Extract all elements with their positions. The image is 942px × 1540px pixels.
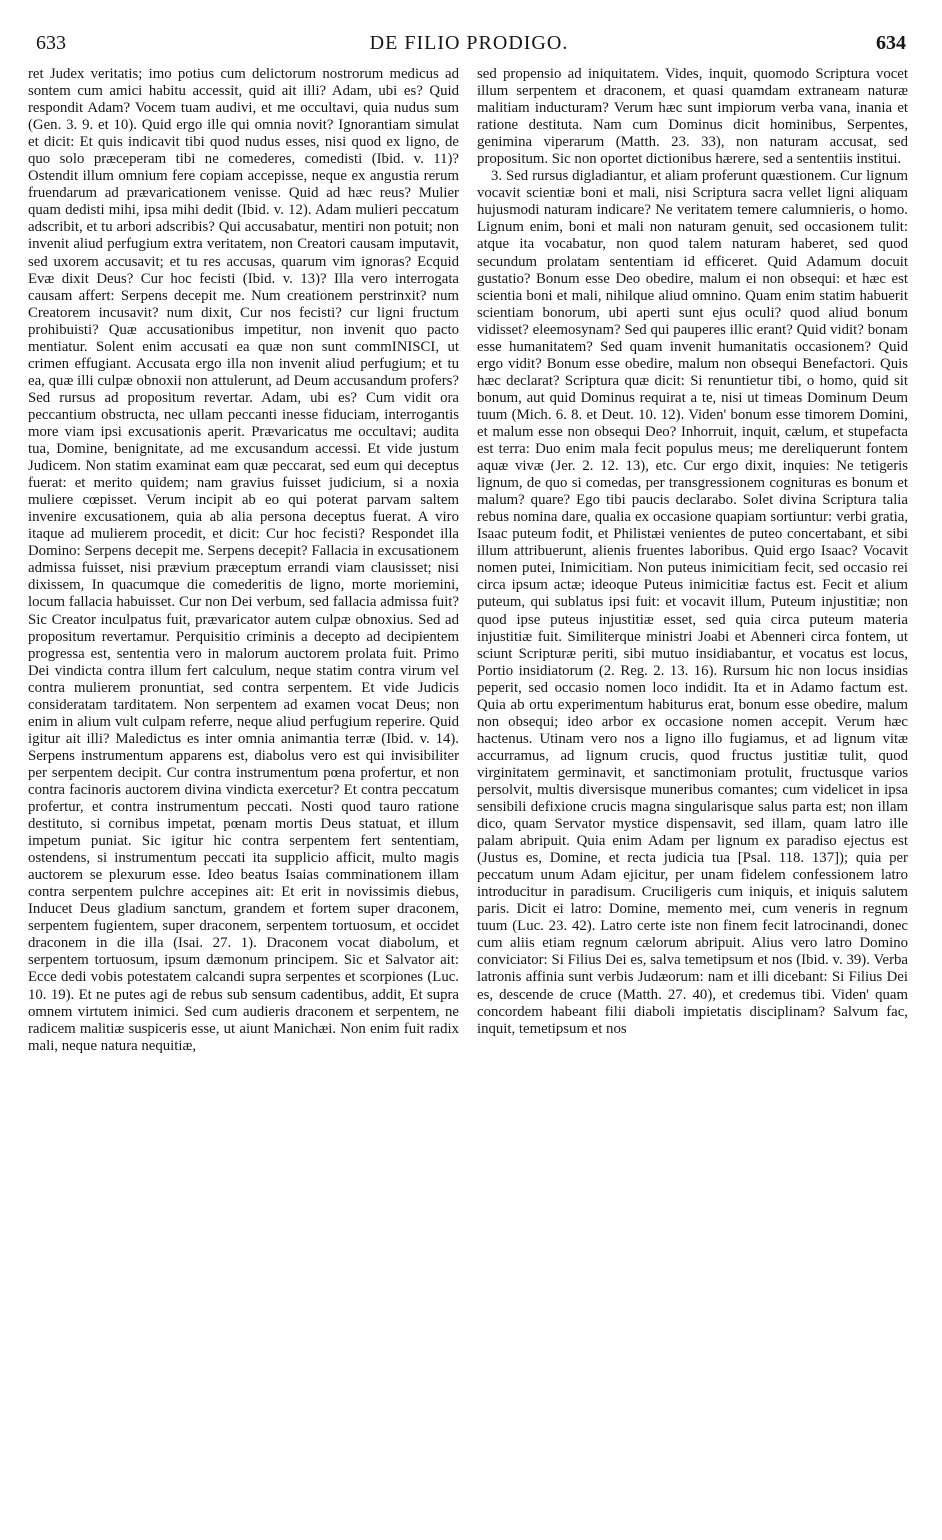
right-column-paragraph: sed propensio ad iniquitatem. Vides, inquit, quomodo Scriptura vocet illum serpentem et draconem, et quasi quamdam extraneam naturæ malitiam inducturam? Verum hæc sunt impiorum verba vana, inania et ratione destituta. Nam cum Dominus dicit hominibus, Serpentes, genimina viperarum (Matth. 23. 33), non naturam accusat, sed propositum. Sic non oportet dictionibus hærere, sed a sententiis institui. <box>477 66 908 168</box>
left-page-number: 633 <box>36 32 66 54</box>
right-column <box>477 66 908 1055</box>
left-column-paragraph: ret Judex veritatis; imo potius cum delictorum nostrorum medicus ad sontem cum amici habitu accessit, quid ait illi? Adam, ubi es? Quid respondit Adam? Vocem tuam audivi, et me occultavi, quia nudus sum (Gen. 3. 9. et 10). Quid ergo ille qui omnia novit? Ignorantiam simulat et dicit: Et quis indicavit tibi quod nudus esses, nisi quod ex ligno, de quo solo præceperam tibi ne comederes, comedisti (Ibid. v. 11)? Ostendit illum omnium fere copiam accepisse, neque ex angustia rerum fruendarum ad prævaricationem venisse. Quid ad hæc reus? Mulier quam dedisti mihi, ipsa mihi dedit (Ibid. v. 12). Adam mulieri peccatum adscribit, et tu arbori adscribis? Qui accusabatur, mentiri non potuit; non invenit aliud perfugium extra veritatem, non Creatori causam imputavit, sed uxorem accusavit; et tu res accusas, quarum vim ignoras? Ecquid Evæ dixit Deus? Cur hoc fecisti (Ibid. v. 13)? Illa vero interrogata causam affert: Serpens decepit me. Num creationem perstrinxit? num Creatorem incusavit? num dixit, Cur nos fecisti? cur ligni fructum prohibuisti? Quæ accusationibus impetitur, non invenit quo pacto mentiatur. Solent enim accusati ea quæ non sunt commINISCI, ut crimen effugiant. Accusata ergo illa non invenit aliud perfugium; et tu ea, quæ illi culpæ obnoxii non attulerunt, ad Deum accusandum profers? Sed rursus ad propositum revertar. Adam, ubi es? Cum vidit ora peccantium obstructa, nec ullam peccanti inesse fiduciam, interrogantis more viam ipsi excusationis aperit. Prævaricatus me occultavi; audita tua, Domine, benignitate, ad me excusandum accessi. Et vide justum Judicem. Non statim examinat eam quæ peccarat, sed eum qui deceptus fuerat: et merito quidem; nam gravius fuisset judicium, si a noxia muliere cœpisset. Verum incipit ab eo qui poterat parvam saltem invenire excusationem, quia ab alia persona deceptus fuerat. A viro itaque ad mulierem procedit, et dicit: Cur hoc fecisti? Respondet illa Domino: Serpens decepit me. Serpens decepit? Fallacia in excusationem admissa fuisset, nisi prævium præceptum errandi viam clausisset; nisi dixissem, In quacumque die comederitis de ligno, morte moriemini, locum fallacia habuisset. Cur non Dei verbum, sed fallacia admissa fuit? Sic Creator inculpatus fuit, prævaricator autem culpæ obnoxius. Sed ad propositum revertamur. Perquisitio criminis a decepto ad decipientem progressa est, sententia vero in malorum auctorem prolata fuit. Primo Dei vindicta contra illum fert calculum, neque statim contra virum vel contra mulierem pronuntiat, sed contra serpentem. Et vide Judicis consideratam tarditatem. Non serpentem ad examen vocat Deus; non enim in alium vult culpam referre, neque aliud perfugium reperire. Quid igitur ait illi? Maledictus es inter omnia animantia terræ (Ibid. v. 14). Serpens instrumentum apparens est, diabolus vero est qui invisibiliter per serpentem decipit. Cur contra instrumentum pœna profertur, et non contra facinoris auctorem divina vindicta exercetur? Et contra peccatum profertur, et contra instrumentum peccati. Nosti quod tauro ratione destituto, si cornibus impetat, pœnam mortis Deus statuat, et illum impetum puniat. Sic igitur hic contra serpentem fert sententiam, ostendens, si instrumentum peccati ita supplicio afficit, multo magis auctorem se plexurum esse. Ideo beatus Isaias comminationem illam contra serpentem pulchre accepines ait: Et erit in novissimis diebus, Inducet Deus gladium sanctum, grandem et fortem super draconem, serpentem fugientem, super draconem, serpentem tortuosum, et occidet draconem in die illa (Isai. 27. 1). Draconem vocat diabolum, et serpentem tortuosum, ipsum dæmonum principem. Sic et Salvator ait: Ecce dedi vobis potestatem calcandi supra serpentes et scorpiones (Luc. 10. 19). Et ne putes agi de rebus sub sensum cadentibus, addit, Et supra omnem virtutem inimici. Sed cum audieris draconem et serpentem, ne radicem malitiæ suspiceris esse, ut aiunt Manichæi. Non enim fuit radix mali, neque natura nequitiæ, <box>28 66 459 1054</box>
left-column <box>28 66 459 1055</box>
running-header <box>26 26 912 56</box>
running-title: DE FILIO PRODIGO. <box>369 32 569 54</box>
right-page-number: 634 <box>876 32 906 54</box>
two-column-body <box>28 66 908 1055</box>
right-column-paragraph: 3. Sed rursus digladiantur, et aliam proferunt quæstionem. Cur lignum vocavit scientiæ boni et mali, nisi Scriptura sacra vellet ligni aliquam hujusmodi naturam indicare? Ne veritatem temere calumnieris, o homo. Lignum enim, boni et mali non naturam genuit, sed occasionem tulit: atque ita vocabatur, non quod talem naturam haberet, sed quod secundum prolatam sententiam id efficeret. Quid Adamum docuit gustatio? Bonum esse Deo obedire, malum ei non obsequi: et hæc est scientia boni et mali, nihilque aliud omnino. Quam enim statim habuerit scientiam bonorum, ubi aperti sunt ejus oculi? quod aliud bonum vidisset? eleemosynam? Sed qui pauperes illic erant? Quid vidit? bonam esse humanitatem? Sed quam invenit humanitatis occasionem? Quid ergo vidit? Bonum esse obedire, malum non obsequi Benefactori. Quis hæc declarat? Scriptura quæ dicit: Si renuntietur tibi, o homo, quid sit bonum, aut quid Dominus requirat a te, nisi ut timeas Dominum Deum tuum (Mich. 6. 8. et Deut. 10. 12). Viden' bonum esse timorem Domini, et malum esse non obsequi Deo? Inhorruit, inquit, cælum, et stupefacta est terra: Duo enim mala fecit populus meus; me dereliquerunt fontem aquæ vivæ (Jer. 2. 12. 13), etc. Cur ergo dixit, inquies: Ne tetigeris lignum, de quo si comedas, per transgressionem cognituras es bonum et malum? quare? Ego tibi paucis declarabo. Solet divina Scriptura talia rebus nomina dare, qualia ex occasione quapiam sortiuntur: verbi gratia, Isaac puteum fodit, et Philistæi venientes de puteo concertabant, et sibi illum attribuerunt, alienis fruentes laboribus. Quid ergo Isaac? Vocavit nomen putei, Inimicitiam. Non puteus inimicitiam fecit, sed occasio rei circa ipsum actæ; ideoque Puteus inimicitiæ factus est. Fecit et alium puteum, qui sublatus ipsi fuit: et vocavit illum, Puteum injustitiæ; non quod ipse puteus injustitiæ esset, sed quia circa puteum materia injustitiæ fuit. Similiterque ministri Joabi et Abenneri circa fontem, ut sciunt Scripturæ periti, sibi mutuo insidiabantur, et vocatus est locus, Portio insidiatorum (2. Reg. 2. 13. 16). Rursum hic non locus insidias peperit, sed occasio nomen loco indidit. Ita et in Adamo factum est. Quia ab ortu experimentum habiturus erat, bonum esse obedire, malum non obsequi; ideo arbor ex occasione nomen accepit. Verum hæc hactenus. Utinam vero nos a ligno illo fugiamus, et ad lignum vitæ accurramus, ad lignum crucis, quod fructus justitiæ tulit, quod virginitatem germinavit, et sanctimoniam protulit, fructusque varios persolvit, multis diversisque muneribus comantes; cum videlicet in ipsa sensibili defixione crucis magna singularisque salus parta est; non illam dico, quam Servator mystice dispensavit, sed illam, quam latro ille palam abripuit. Quia enim Adam per lignum ex paradiso ejectus est (Justus es, Domine, et recta judicia tua [Psal. 118. 137]); quia per peccatum unum Adam ejicitur, per unam fidelem confessionem latro introducitur in paradisum. Cruciligeris cum iniquis, et iniquis salutem paris. Dicit ei latro: Domine, memento mei, cum veneris in regnum tuum (Luc. 23. 42). Latro certe iste non finem fecit latrocinandi, donec cum aliis etiam regnum cælorum abripuit. Alius vero latro Domino conviciator: Si Filius Dei es, salva temetipsum et nos (Ibid. v. 39). Verba latronis affinia sunt verbis Judæorum: nam et illi dicebant: Si Filius Dei es, descende de cruce (Matth. 27. 40), et credemus tibi. Viden' quam concordem habeant filii diaboli impietatis disciplinam? Salvum fac, inquit, temetipsum et nos <box>477 168 908 1037</box>
